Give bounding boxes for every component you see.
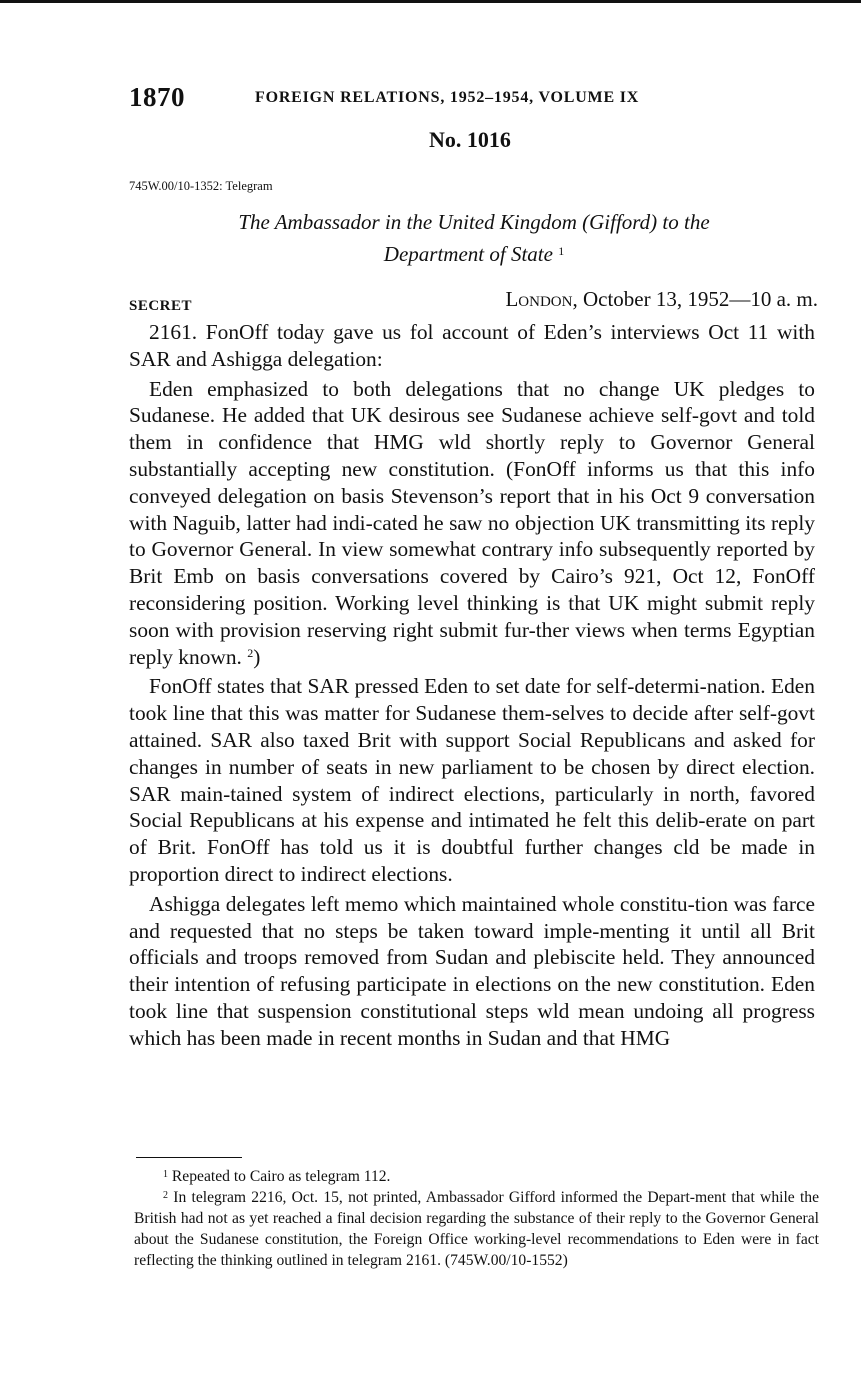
body-paragraph-4: Ashigga delegates left memo which maintained whole constitu-tion was farce and requested that no steps be taken toward imple-menting it until all Brit officials and troops removed from Sudan and plebiscite held. They announced their intention of refusing participate in elections on the new constitution. Eden took line that suspension constitutional steps wld mean undoing all progress which has been made in recent months in Sudan and that HMG [129,891,815,1050]
footnote-2-text: In telegram 2216, Oct. 15, not printed, Ambassador Gifford informed the Depart-ment that while the British had not as yet reached a final decision regarding the substance of their reply to the Governor General about the Sudanese constitution, the Foreign Office working-level recommendations to Eden were in fact reflecting the thinking outlined in telegram 2161. (745W.00/10-1552) [134,1189,820,1269]
page-header [129,82,819,114]
footnote-1 [134,1166,819,1187]
body-paragraph-2 [129,376,815,671]
footnotes [134,1166,819,1271]
telegram-body [129,319,815,1052]
footnote-2-marker: 2 [163,1190,168,1201]
document-number: No. 1016 [429,127,511,152]
document-source: 745W.00/10-1352: Telegram [129,179,273,193]
running-title: FOREIGN RELATIONS, 1952–1954, VOLUME IX [255,89,640,106]
footnote-ref-2: 2 [247,645,254,660]
dateline-place: London, [505,287,578,311]
footnote-divider [136,1157,242,1158]
footnote-1-text: Repeated to Cairo as telegram 112. [171,1168,391,1185]
document-title-line-1: The Ambassador in the United Kingdom (Gifford) to the [238,210,710,234]
footnote-1-marker: 1 [163,1169,168,1180]
footnote-ref-1: 1 [558,244,565,258]
classification-label: SECRET [129,298,193,314]
dateline [505,287,818,312]
footnote-2 [134,1187,819,1271]
page-number: 1870 [129,82,185,112]
document-title [129,208,819,269]
document-title-line-2 [129,237,819,269]
document-title-line-2-text: Department of State [383,242,553,266]
body-paragraph-2-text: Eden emphasized to both delegations that no change UK pledges to Sudanese. He added that UK desirous see Sudanese achieve self-govt and told them in confidence that HMG wld shortly reply to Governor General substantially accepting new constitution. (FonOff informs us that this info conveyed delegation on basis Stevenson’s report that in his Oct 9 conversation with Naguib, latter had indi-cated he saw no objection UK transmitting its reply to Governor General. In view somewhat contrary info subsequently reported by Brit Emb on basis conversations covered by Cairo’s 921, Oct 12, FonOff reconsidering position. Working level thinking is that UK might submit reply soon with provision reserving right submit fur-ther views when terms Egyptian reply known. [129,376,815,669]
body-paragraph-2-end: ) [253,644,261,669]
page-top-border [0,0,861,3]
body-paragraph-1: 2161. FonOff today gave us fol account of Eden’s interviews Oct 11 with SAR and Ashigga delegation: [129,320,815,371]
dateline-date: October 13, 1952—10 a. m. [582,287,818,311]
body-paragraph-3: FonOff states that SAR pressed Eden to set date for self-determi-nation. Eden took line that this was matter for Sudanese them-selves to decide after self-govt attained. SAR also taxed Brit with support Social Republicans and asked for changes in number of seats in new parliament to be chosen by direct election. SAR main-tained system of indirect elections, particularly in north, favored Social Republicans at his expense and intimated he felt this delib-erate on part of Brit. FonOff has told us it is doubtful further changes cld be made in proportion direct to indirect elections. [129,674,815,886]
